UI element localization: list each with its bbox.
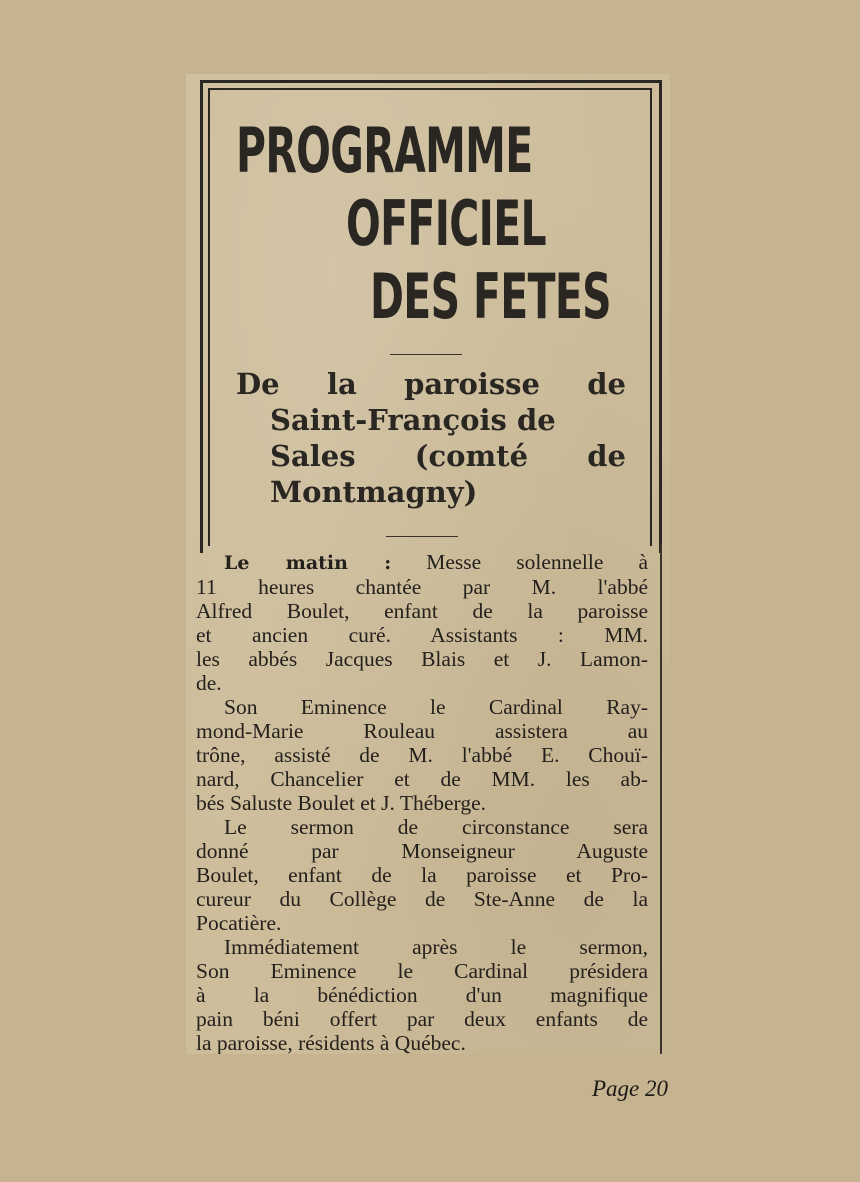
subheadline [236,366,626,510]
headline-divider [390,354,462,355]
article-body [196,550,648,1054]
article-line: Le sermon de circonstance sera [224,815,648,839]
subheadline-line-2: Saint-François de [270,403,556,437]
article-line: Le matin : Messe solennelle à [224,550,648,574]
article-line: Pocatière. [196,911,282,935]
subheadline-line-4: Montmagny) [270,475,478,509]
article-line: et ancien curé. Assistants : MM. [196,623,648,647]
paragraph-lead: Le matin : [224,552,392,574]
article-line: donné par Monseigneur Auguste [196,839,648,863]
article-line: Immédiatement après le sermon, [224,935,648,959]
headline-line-2: OFFICIEL [346,187,546,260]
article-line: la paroisse, résidents à Québec. [196,1031,466,1054]
article-line: Boulet, enfant de la paroisse et Pro- [196,863,648,887]
article-line: les abbés Jacques Blais et J. Lamon- [196,647,648,671]
article-line: trône, assisté de M. l'abbé E. Chouï- [196,743,648,767]
article-line: pain béni offert par deux enfants de [196,1007,648,1031]
article-line: de. [196,671,222,695]
subheadline-line-3: Sales (comté de [270,439,626,473]
subheadline-divider [386,536,458,537]
page-number: Page 20 [592,1076,669,1101]
article-line: Alfred Boulet, enfant de la paroisse [196,599,648,623]
subheadline-line-1: De la paroisse de [236,367,626,401]
article-line: à la bénédiction d'un magnifique [196,983,648,1007]
article-line: Son Eminence le Cardinal présidera [196,959,648,983]
article-line: cureur du Collège de Ste-Anne de la [196,887,648,911]
column-rule [660,544,662,1054]
article-line: bés Saluste Boulet et J. Théberge. [196,791,486,815]
article-line: mond-Marie Rouleau assistera au [196,719,648,743]
article-line: 11 heures chantée par M. l'abbé [196,575,648,599]
newspaper-clipping [186,74,670,1054]
article-line: Son Eminence le Cardinal Ray- [224,695,648,719]
headline-line-1: PROGRAMME [236,114,533,187]
article-line: nard, Chancelier et de MM. les ab- [196,767,648,791]
headline-line-3: DES FETES [370,260,611,333]
